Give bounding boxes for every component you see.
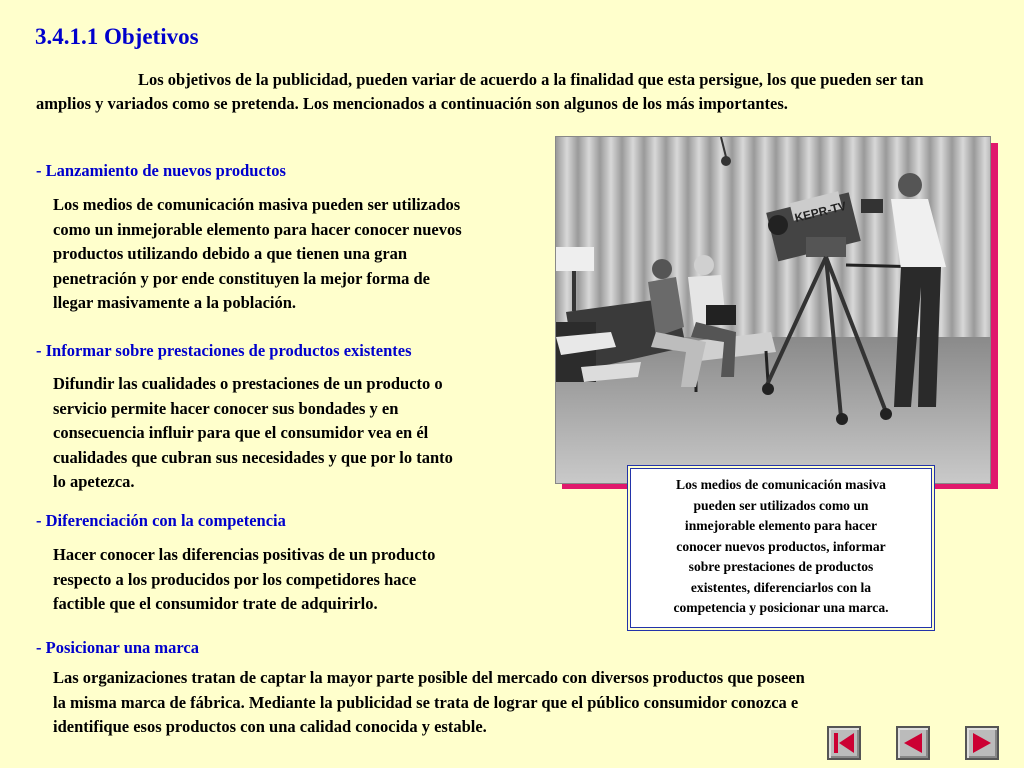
caption-line: Los medios de comunicación masiva xyxy=(676,477,886,492)
caption-line: inmejorable elemento para hacer xyxy=(684,518,878,533)
text-line: penetración y por ende constituyen la mejor forma de xyxy=(53,268,431,288)
caption-line: pueden ser utilizados como un xyxy=(693,497,869,513)
text-line: Las organizaciones tratan de captar la mayor parte posible del mercado con diversos productos que poseen xyxy=(53,668,805,687)
section-text-posicionar xyxy=(53,666,805,740)
caption-line: competencia y posicionar una marca. xyxy=(673,600,889,615)
section-text-informar xyxy=(53,372,453,495)
text-line: Difundir las cualidades o prestaciones de un producto o xyxy=(53,374,443,393)
text-line: consecuencia influir para que el consumidor vea en él xyxy=(53,423,429,442)
section-heading-lanzamiento: - Lanzamiento de nuevos productos xyxy=(36,161,286,180)
previous-slide-button[interactable] xyxy=(896,726,930,760)
next-slide-icon xyxy=(967,728,997,758)
section-heading-posicionar: - Posicionar una marca xyxy=(36,638,200,657)
intro-paragraph: Los objetivos de la publicidad, pueden variar de acuerdo a la finalidad que esta persigue, los que pueden ser tan amplios y variados como se pretenda. Los mencionados a continuación son algunos de los más importantes. xyxy=(36,70,924,113)
text-line: identifique esos productos con una calidad conocida y estable. xyxy=(53,717,487,736)
caption-line: sobre prestaciones de productos xyxy=(688,559,874,574)
caption-line: existentes, diferenciarlos con la xyxy=(690,579,872,595)
first-slide-icon xyxy=(829,728,859,758)
text-line: la misma marca de fábrica. Mediante la publicidad se trata de lograr que el público consumidor conozca e xyxy=(53,692,799,712)
page-title: 3.4.1.1 Objetivos xyxy=(35,24,199,49)
section-text-diferenciacion xyxy=(53,543,435,617)
first-slide-button[interactable] xyxy=(827,726,861,760)
section-text-lanzamiento xyxy=(53,193,462,316)
text-line: llegar masivamente a la población. xyxy=(53,293,297,312)
text-line: servicio permite hacer conocer sus bondades y en xyxy=(53,398,399,418)
text-line: cualidades que cubran sus necesidades y que por lo tanto xyxy=(53,447,453,467)
text-line: lo apetezca. xyxy=(53,472,135,491)
tv-studio-photo xyxy=(555,136,991,484)
text-line: factible que el consumidor trate de adquirirlo. xyxy=(53,594,378,613)
camera-label: KEPR-TV xyxy=(793,198,848,226)
text-line: Hacer conocer las diferencias positivas de un producto xyxy=(53,545,436,564)
text-line: respecto a los producidos por los competidores hace xyxy=(53,569,417,589)
next-slide-button[interactable] xyxy=(965,726,999,760)
caption-line: conocer nuevos productos, informar xyxy=(676,538,886,554)
text-line: productos utilizando debido a que tienen una gran xyxy=(53,244,408,263)
photo-caption xyxy=(630,468,932,628)
text-line: como un inmejorable elemento para hacer conocer nuevos xyxy=(53,219,462,239)
previous-slide-icon xyxy=(898,728,928,758)
section-heading-diferenciacion: - Diferenciación con la competencia xyxy=(36,511,286,530)
section-heading-informar: - Informar sobre prestaciones de productos existentes xyxy=(36,341,412,360)
text-line: Los medios de comunicación masiva pueden ser utilizados xyxy=(53,195,461,214)
